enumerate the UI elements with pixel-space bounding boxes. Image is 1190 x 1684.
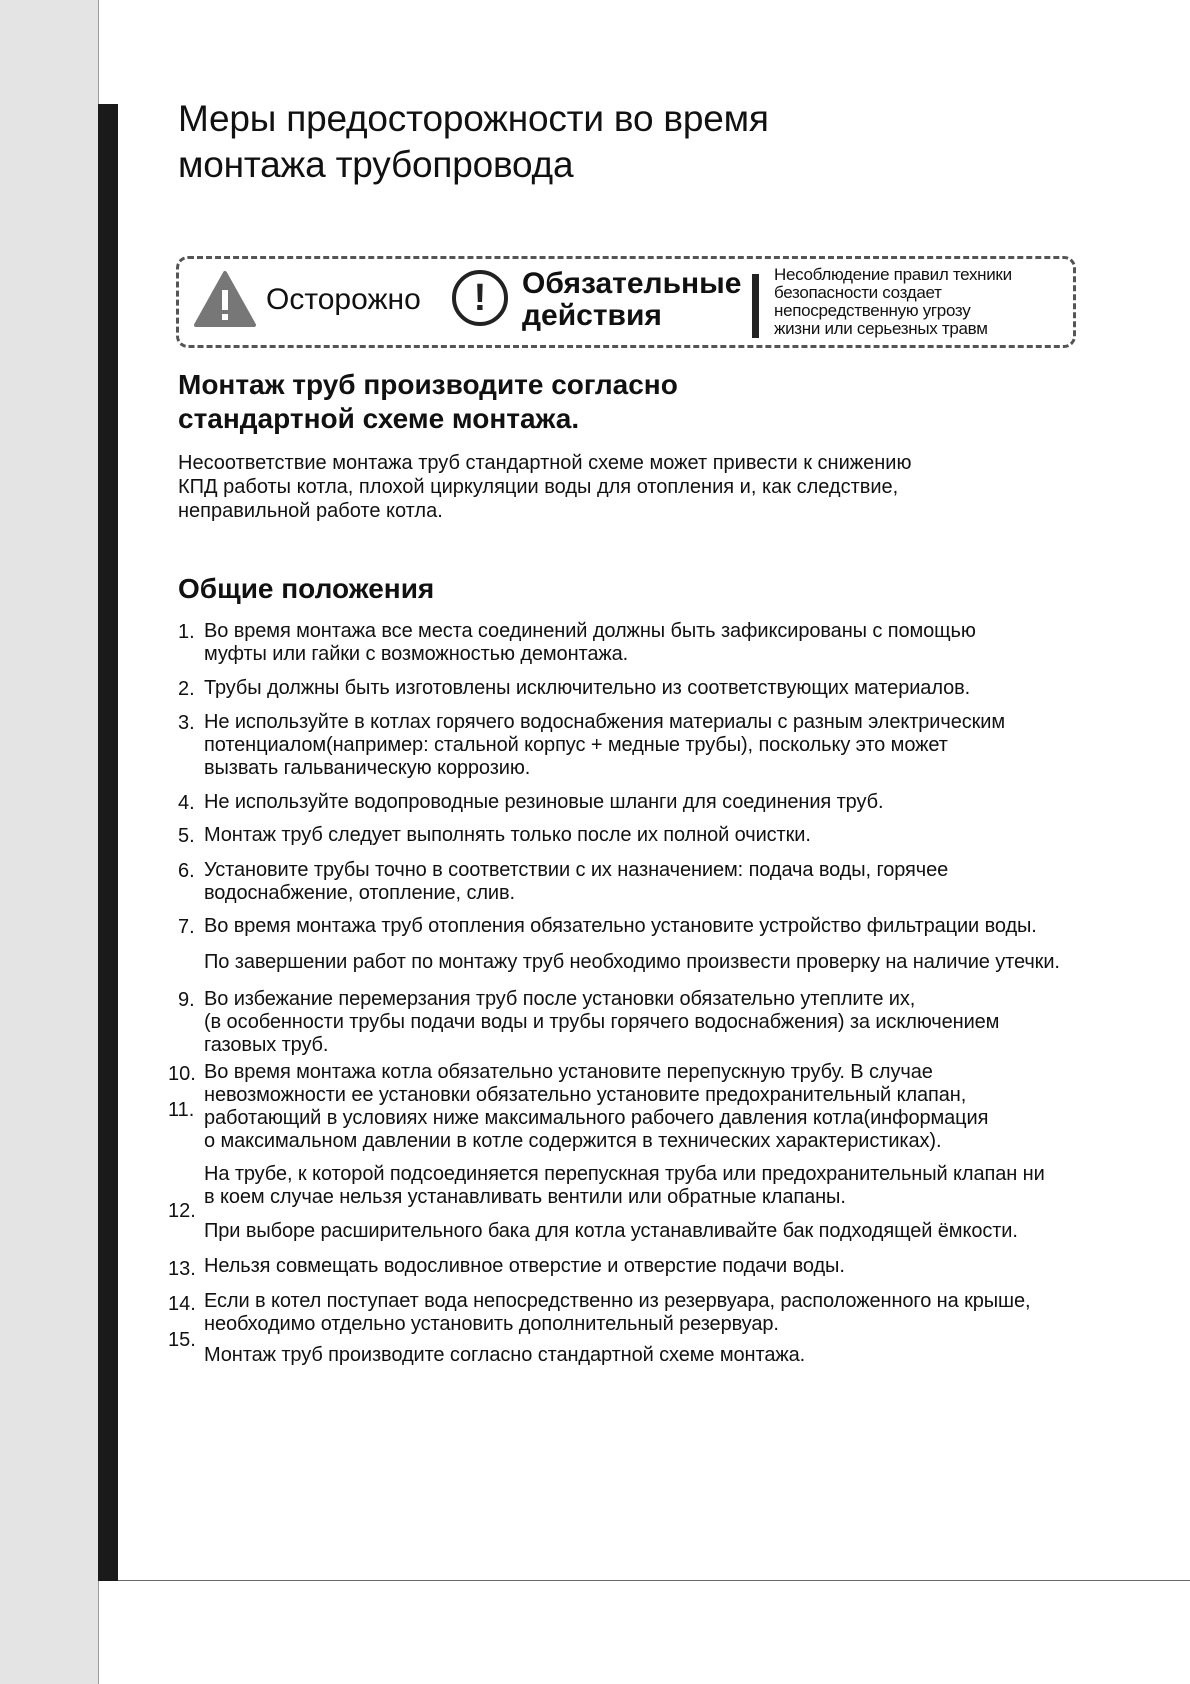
- mandatory-label-line: Обязательные: [522, 267, 742, 300]
- list-item-line: Монтаж труб производите согласно стандартной схеме монтажа.: [204, 1344, 806, 1366]
- list-item-text: [204, 824, 1144, 847]
- list-item-number: 5.: [178, 825, 195, 847]
- section-heading-standard-scheme: [178, 368, 678, 436]
- list-item-text: [204, 951, 1144, 974]
- list-item-line: По завершении работ по монтажу труб необходимо произвести проверку на наличие утечки.: [204, 951, 1060, 973]
- list-item-number: 6.: [178, 860, 195, 882]
- list-item-line: газовых труб.: [204, 1034, 329, 1056]
- list-item-text: [204, 1061, 1144, 1153]
- warning-description: [774, 266, 1012, 338]
- list-item-line: Установите трубы точно в соответствии с их назначением: подача воды, горячее: [204, 859, 949, 881]
- list-item-number: 15.: [168, 1329, 196, 1351]
- list-item-line: Трубы должны быть изготовлены исключительно из соответствующих материалов.: [204, 677, 971, 699]
- list-item-text: [204, 677, 1144, 700]
- list-item-line: На трубе, к которой подсоединяется перепускная труба или предохранительный клапан ни: [204, 1163, 1045, 1185]
- list-item-line: невозможности ее установки обязательно установите предохранительный клапан,: [204, 1084, 967, 1106]
- list-item-number: 14.: [168, 1293, 196, 1315]
- warning-divider: [752, 274, 759, 338]
- paragraph-line: неправильной работе котла.: [178, 500, 443, 522]
- list-item-number: 13.: [168, 1258, 196, 1280]
- list-item-line: необходимо отдельно установить дополнительный резервуар.: [204, 1313, 779, 1335]
- list-item-line: Во время монтажа труб отопления обязательно установите устройство фильтрации воды.: [204, 915, 1037, 937]
- list-item-line: Во время монтажа котла обязательно установите перепускную трубу. В случае: [204, 1061, 933, 1083]
- page-margin: [0, 0, 99, 1684]
- list-item-line: Монтаж труб следует выполнять только после их полной очистки.: [204, 824, 811, 846]
- list-item-text: [204, 859, 1144, 905]
- list-item-line: (в особенности трубы подачи воды и трубы горячего водоснабжения) за исключением: [204, 1011, 1000, 1033]
- chapter-spine-bar: [98, 104, 118, 1581]
- list-item-number: 3.: [178, 712, 195, 734]
- list-item-line: муфты или гайки с возможностью демонтажа.: [204, 643, 629, 665]
- list-item-number: 7.: [178, 916, 195, 938]
- warning-description-line: непосредственную угрозу: [774, 301, 971, 320]
- paragraph-line: Несоответствие монтажа труб стандартной схеме может привести к снижению: [178, 452, 912, 474]
- section-heading-line: Монтаж труб производите согласно: [178, 369, 678, 400]
- list-item-text: [204, 915, 1144, 938]
- caution-triangle-icon: [193, 270, 257, 328]
- list-item-text: [204, 1163, 1144, 1209]
- list-item-line: Не используйте водопроводные резиновые шланги для соединения труб.: [204, 791, 884, 813]
- list-item-number: 9.: [178, 989, 195, 1011]
- list-item-line: вызвать гальваническую коррозию.: [204, 757, 531, 779]
- list-item-number: 12.: [168, 1200, 196, 1222]
- list-item-line: Если в котел поступает вода непосредственно из резервуара, расположенного на крыше,: [204, 1290, 1031, 1312]
- section-heading-general: Общие положения: [178, 573, 435, 604]
- warning-description-line: Несоблюдение правил техники: [774, 265, 1012, 284]
- mandatory-exclamation-icon: !: [452, 270, 508, 326]
- list-item-line: водоснабжение, отопление, слив.: [204, 882, 515, 904]
- list-item-line: о максимальном давлении в котле содержится в технических характеристиках).: [204, 1130, 942, 1152]
- warning-description-line: безопасности создает: [774, 283, 942, 302]
- list-item-number: 2.: [178, 678, 195, 700]
- section-paragraph: [178, 451, 1098, 523]
- list-item-line: в коем случае нельзя устанавливать вентили или обратные клапаны.: [204, 1186, 846, 1208]
- mandatory-label-line: действия: [522, 299, 662, 332]
- page-title: [178, 96, 769, 188]
- list-item-line: При выборе расширительного бака для котла устанавливайте бак подходящей ёмкости.: [204, 1220, 1018, 1242]
- list-item-line: потенциалом(например: стальной корпус + медные трубы), поскольку это может: [204, 734, 948, 756]
- caution-label: Осторожно: [266, 283, 421, 316]
- list-item-text: [204, 1255, 1144, 1278]
- list-item-text: [204, 791, 1144, 814]
- list-item-line: работающий в условиях ниже максимального рабочего давления котла(информация: [204, 1107, 989, 1129]
- list-item-number: 11.: [168, 1099, 195, 1121]
- page-title-line: Меры предосторожности во время: [178, 98, 769, 139]
- list-item-text: [204, 1344, 1144, 1367]
- list-item-text: [204, 711, 1144, 780]
- mandatory-label: [522, 268, 741, 332]
- list-item-text: [204, 1290, 1144, 1336]
- list-item-line: Во время монтажа все места соединений должны быть зафиксированы с помощью: [204, 620, 976, 642]
- list-item-number: 4.: [178, 792, 195, 814]
- list-item-text: [204, 620, 1144, 666]
- list-item-line: Не используйте в котлах горячего водоснабжения материалы с разным электрическим: [204, 711, 1005, 733]
- list-item-number: 1.: [178, 621, 195, 643]
- paragraph-line: КПД работы котла, плохой циркуляции воды для отопления и, как следствие,: [178, 476, 899, 498]
- section-heading-line: стандартной схеме монтажа.: [178, 403, 580, 434]
- list-item-line: Во избежание перемерзания труб после установки обязательно утеплите их,: [204, 988, 916, 1010]
- list-item-number: 10.: [168, 1063, 196, 1085]
- page-title-line: монтажа трубопровода: [178, 144, 574, 185]
- warning-description-line: жизни или серьезных травм: [774, 319, 988, 338]
- list-item-line: Нельзя совмещать водосливное отверстие и отверстие подачи воды.: [204, 1255, 845, 1277]
- bottom-rule: [118, 1580, 1190, 1581]
- list-item-text: [204, 1220, 1144, 1243]
- list-item-text: [204, 988, 1144, 1057]
